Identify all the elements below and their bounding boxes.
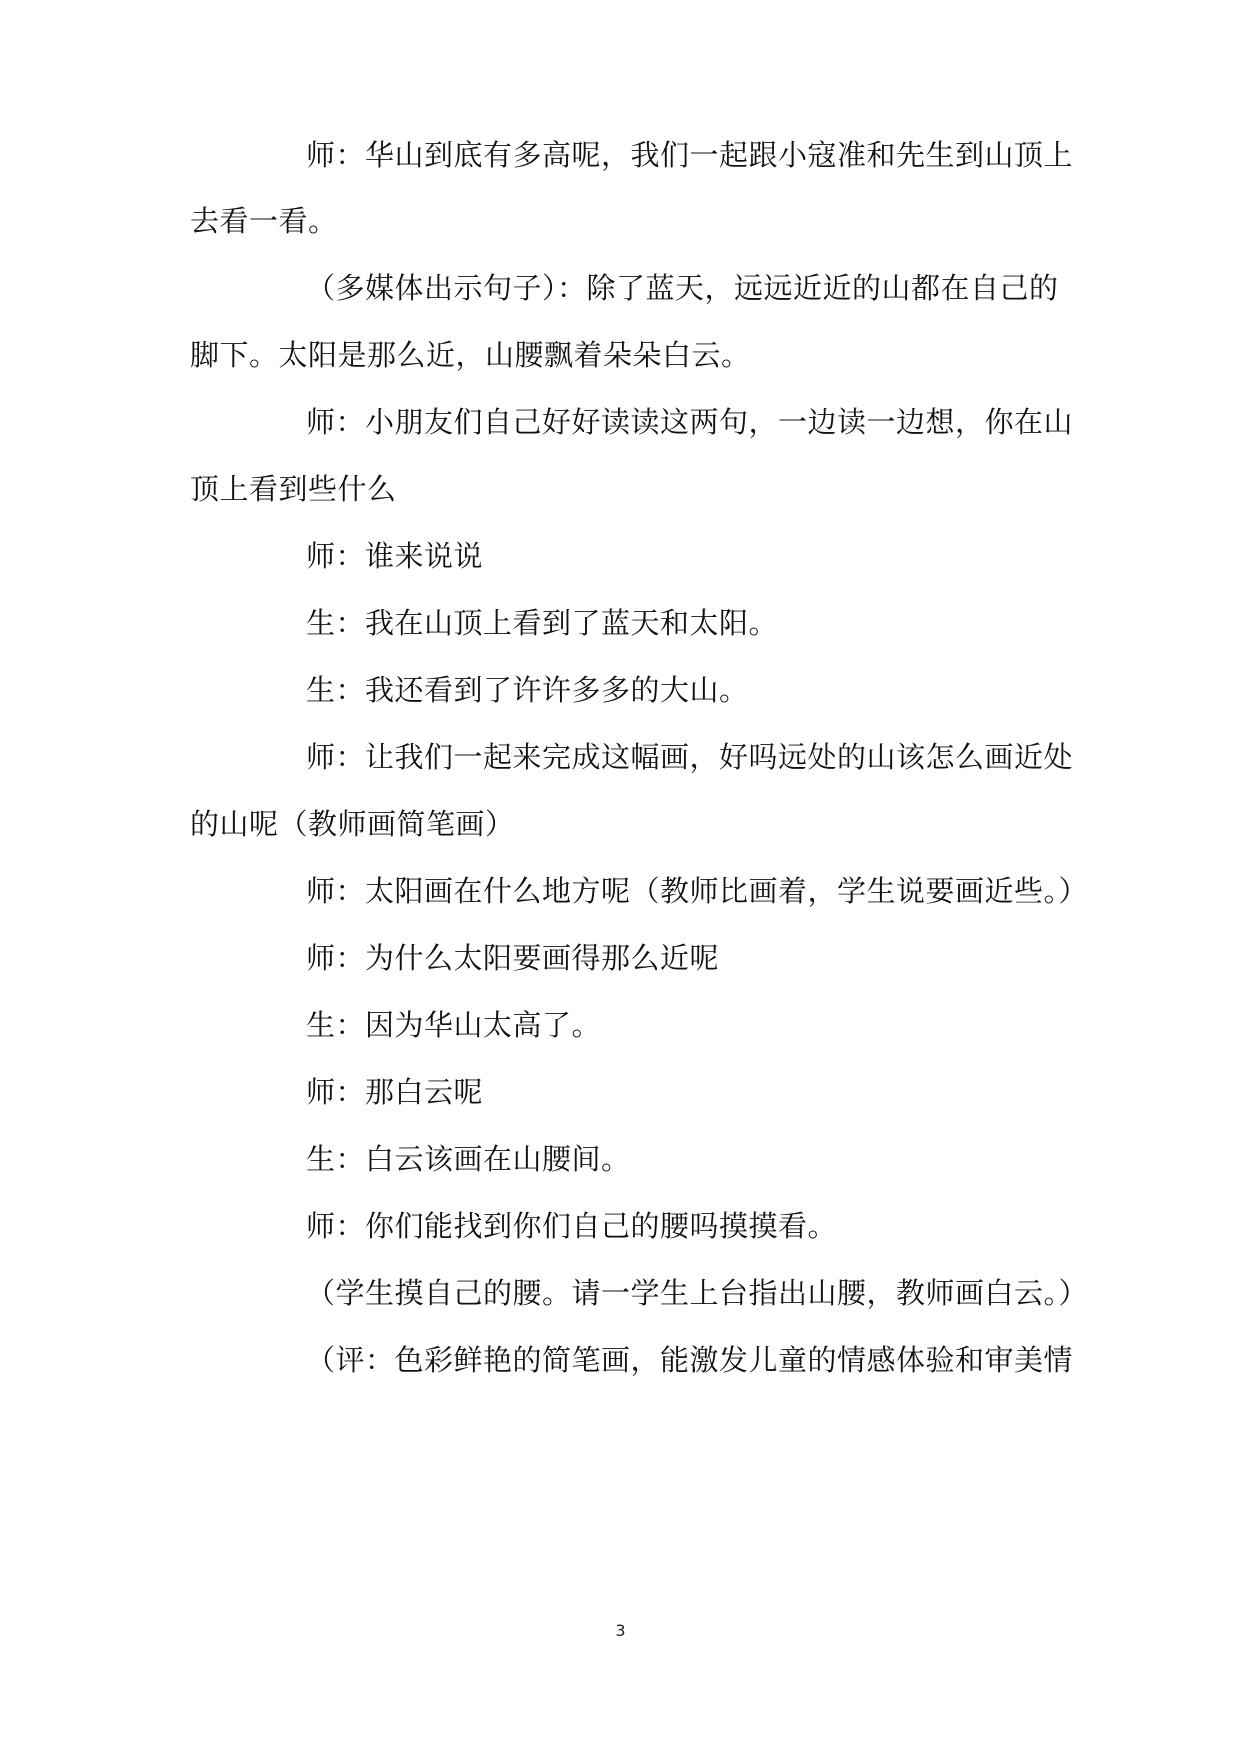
paragraph-line: 生：我还看到了许许多多的大山。 xyxy=(306,673,749,707)
paragraph-line: 的山呢（教师画简笔画） xyxy=(190,807,515,841)
paragraph-line: 去看一看。 xyxy=(190,204,338,238)
paragraph-line: 顶上看到些什么 xyxy=(190,472,397,506)
paragraph-line: 师：为什么太阳要画得那么近呢 xyxy=(306,941,720,975)
paragraph-line: （学生摸自己的腰。请一学生上台指出山腰，教师画白云。） xyxy=(306,1276,1089,1310)
paragraph-line: 生：我在山顶上看到了蓝天和太阳。 xyxy=(306,606,779,640)
paragraph-line: 师：谁来说说 xyxy=(306,539,484,573)
paragraph-line: （多媒体出示句子）：除了蓝天，远远近近的山都在自己的 xyxy=(306,271,1059,305)
paragraph-line: 师：小朋友们自己好好读读这两句，一边读一边想，你在山 xyxy=(306,405,1074,439)
paragraph-line: 生：因为华山太高了。 xyxy=(306,1008,602,1042)
paragraph-line: 师：让我们一起来完成这幅画，好吗远处的山该怎么画近处 xyxy=(306,740,1074,774)
page-number: 3 xyxy=(615,1621,626,1640)
paragraph-line: 师：你们能找到你们自己的腰吗摸摸看。 xyxy=(306,1209,838,1243)
paragraph-line: 生：白云该画在山腰间。 xyxy=(306,1142,631,1176)
paragraph-line: 师：太阳画在什么地方呢（教师比画着，学生说要画近些。） xyxy=(306,874,1089,908)
paragraph-line: 脚下。太阳是那么近，山腰飘着朵朵白云。 xyxy=(190,338,751,372)
paragraph-line: 师：那白云呢 xyxy=(306,1075,484,1109)
paragraph-line: 师：华山到底有多高呢，我们一起跟小寇准和先生到山顶上 xyxy=(306,138,1074,172)
paragraph-line: （评：色彩鲜艳的简笔画，能激发儿童的情感体验和审美情 xyxy=(306,1343,1074,1377)
